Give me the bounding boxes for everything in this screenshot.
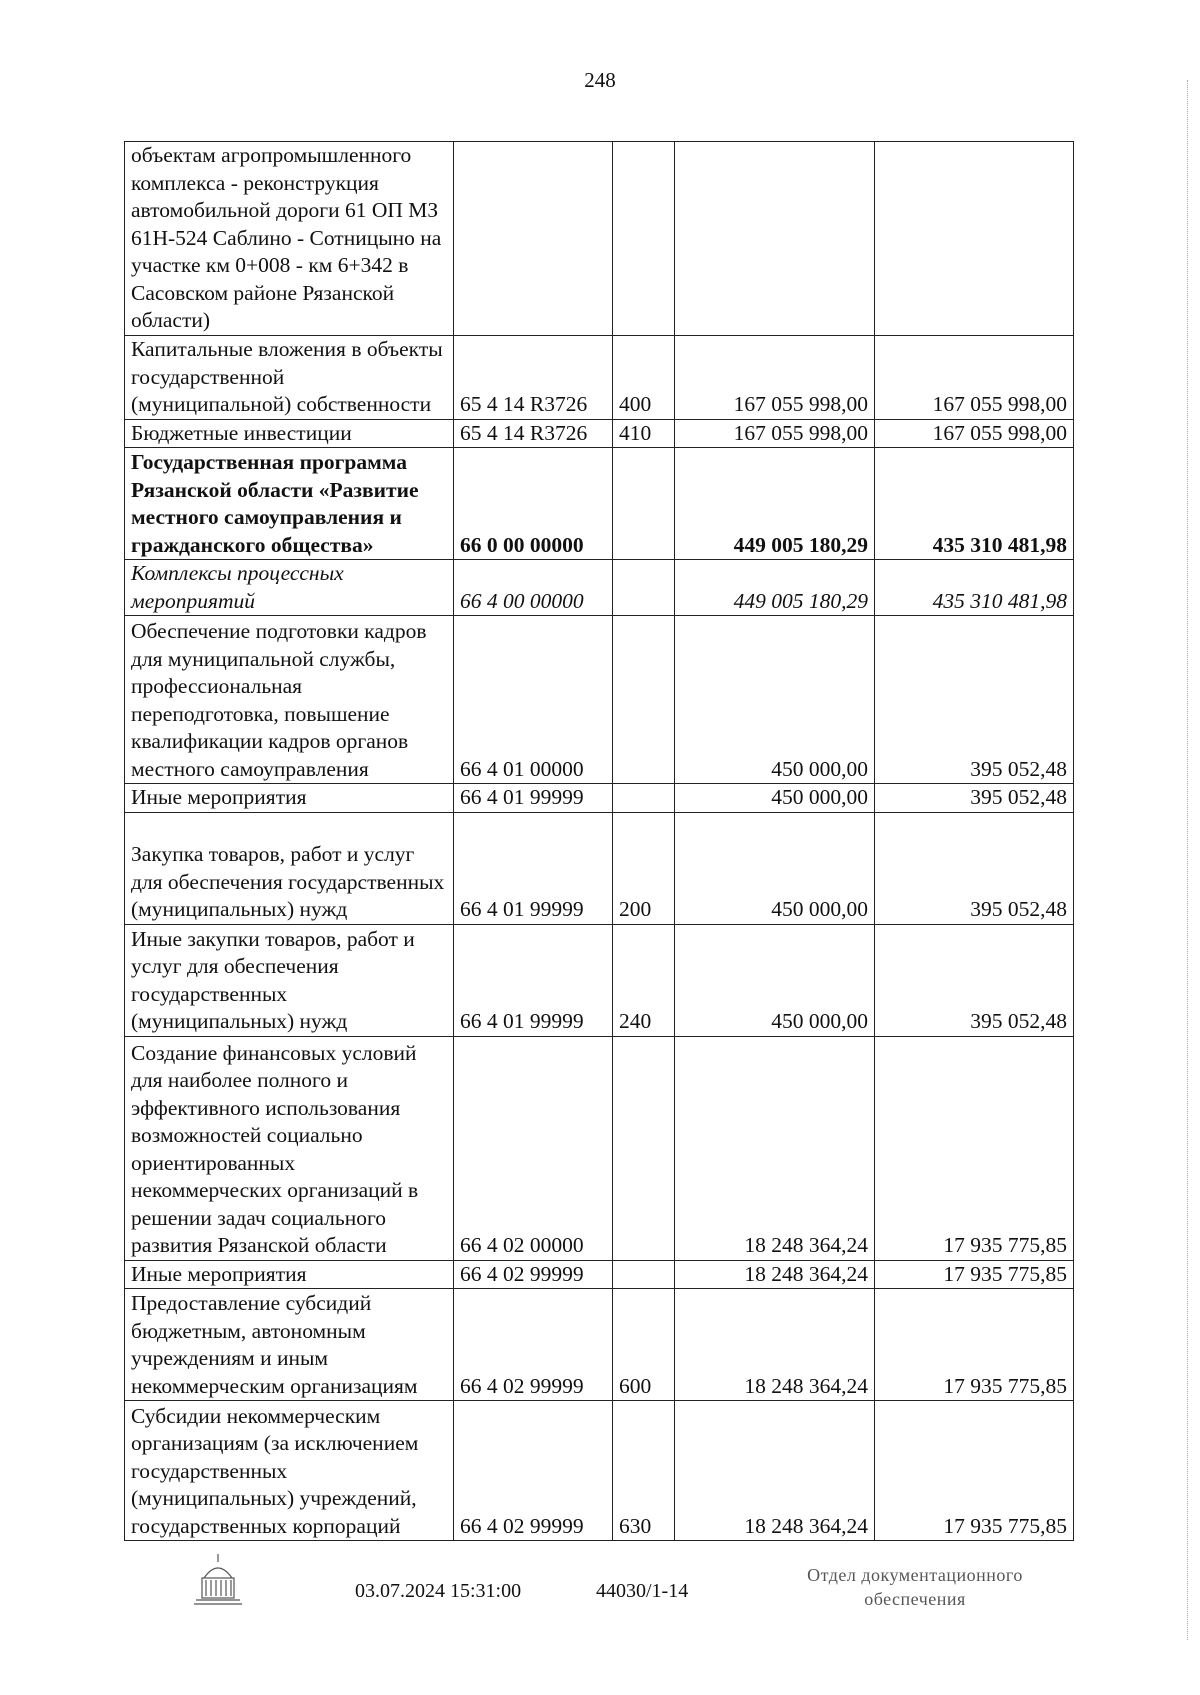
row-code: 66 4 01 99999 (454, 924, 613, 1036)
row-name: Предоставление субсидий бюджетным, автономным учреждениям и иным некоммерческим организациям (125, 1289, 454, 1401)
row-vr (613, 1260, 675, 1289)
row-code: 66 4 02 99999 (454, 1260, 613, 1289)
row-code (454, 142, 613, 336)
table-row (125, 1401, 1074, 1541)
row-vr: 240 (613, 924, 675, 1036)
table-row (125, 335, 1074, 419)
row-sum-2: 435 310 481,98 (875, 448, 1074, 560)
row-name: Обеспечение подготовки кадров для муниципальной службы, профессиональная переподготовка, повышение квалификации кадров органов местного самоуправления (125, 616, 454, 784)
row-vr: 630 (613, 1401, 675, 1541)
row-code: 66 4 02 00000 (454, 1036, 613, 1260)
row-code: 65 4 14 R3726 (454, 335, 613, 419)
scan-edge-artifact (1187, 80, 1194, 1640)
row-name: Иные закупки товаров, работ и услуг для обеспечения государственных (муниципальных) нужд (125, 924, 454, 1036)
row-vr (613, 142, 675, 336)
row-name: Государственная программа Рязанской области «Развитие местного самоуправления и гражданского общества» (125, 448, 454, 560)
row-name: Комплексы процессных мероприятий (125, 560, 454, 616)
table-row (125, 924, 1074, 1036)
row-sum-2: 395 052,48 (875, 784, 1074, 813)
row-sum-2: 167 055 998,00 (875, 335, 1074, 419)
row-sum-2: 17 935 775,85 (875, 1289, 1074, 1401)
row-sum-2: 395 052,48 (875, 924, 1074, 1036)
row-sum-2: 167 055 998,00 (875, 419, 1074, 448)
table-row (125, 1260, 1074, 1289)
row-sum-1: 449 005 180,29 (675, 448, 875, 560)
row-sum-2: 435 310 481,98 (875, 560, 1074, 616)
row-code: 66 4 00 00000 (454, 560, 613, 616)
row-name: Субсидии некоммерческим организациям (за исключением государственных (муниципальных) учреждений, государственных корпораций (125, 1401, 454, 1541)
table-row (125, 142, 1074, 336)
row-sum-2: 17 935 775,85 (875, 1401, 1074, 1541)
row-code: 66 4 01 00000 (454, 616, 613, 784)
row-name: объектам агропромышленного комплекса - реконструкция автомобильной дороги 61 ОП МЗ 61Н-524 Саблино - Сотницыно на участке км 0+008 - км 6+342 в Сасовском районе Рязанской области) (125, 142, 454, 336)
department-stamp (770, 1563, 1060, 1611)
row-code: 66 0 00 00000 (454, 448, 613, 560)
row-sum-2: 395 052,48 (875, 812, 1074, 924)
row-vr: 400 (613, 335, 675, 419)
stamp-line-2: обеспечения (864, 1589, 966, 1609)
row-code: 65 4 14 R3726 (454, 419, 613, 448)
row-sum-1: 450 000,00 (675, 784, 875, 813)
row-name: Иные мероприятия (125, 1260, 454, 1289)
page-number: 248 (584, 68, 616, 92)
row-sum-2: 395 052,48 (875, 616, 1074, 784)
row-sum-1: 449 005 180,29 (675, 560, 875, 616)
row-sum-1: 167 055 998,00 (675, 335, 875, 419)
row-name: Иные мероприятия (125, 784, 454, 813)
row-code: 66 4 01 99999 (454, 812, 613, 924)
row-sum-1: 18 248 364,24 (675, 1289, 875, 1401)
row-sum-1: 18 248 364,24 (675, 1260, 875, 1289)
table-row (125, 1289, 1074, 1401)
row-vr (613, 784, 675, 813)
row-vr: 600 (613, 1289, 675, 1401)
row-sum-1: 18 248 364,24 (675, 1401, 875, 1541)
row-sum-1: 450 000,00 (675, 616, 875, 784)
table-row (125, 419, 1074, 448)
row-vr: 410 (613, 419, 675, 448)
table-row (125, 616, 1074, 784)
table-row (125, 1036, 1074, 1260)
row-vr (613, 448, 675, 560)
duma-emblem-icon (190, 1550, 246, 1610)
table-row (125, 812, 1074, 924)
row-sum-1: 450 000,00 (675, 924, 875, 1036)
row-vr: 200 (613, 812, 675, 924)
row-name: Создание финансовых условий для наиболее полного и эффективного использования возможностей социально ориентированных некоммерческих организаций в решении задач социального развития Рязанской области (125, 1036, 454, 1260)
row-vr (613, 1036, 675, 1260)
row-sum-1: 450 000,00 (675, 812, 875, 924)
budget-table (124, 141, 1074, 1541)
row-vr (613, 616, 675, 784)
row-sum-2 (875, 142, 1074, 336)
row-sum-2: 17 935 775,85 (875, 1036, 1074, 1260)
row-code: 66 4 01 99999 (454, 784, 613, 813)
row-name: Бюджетные инвестиции (125, 419, 454, 448)
row-sum-1 (675, 142, 875, 336)
stamp-line-1: Отдел документационного (807, 1565, 1023, 1585)
table-row (125, 448, 1074, 560)
row-name: Закупка товаров, работ и услуг для обеспечения государственных (муниципальных) нужд (125, 812, 454, 924)
table-row (125, 560, 1074, 616)
row-sum-2: 17 935 775,85 (875, 1260, 1074, 1289)
row-code: 66 4 02 99999 (454, 1289, 613, 1401)
row-vr (613, 560, 675, 616)
table-row (125, 784, 1074, 813)
row-name: Капитальные вложения в объекты государственной (муниципальной) собственности (125, 335, 454, 419)
footer-datetime: 03.07.2024 15:31:00 (355, 1580, 522, 1602)
row-code: 66 4 02 99999 (454, 1401, 613, 1541)
footer-reg-number: 44030/1-14 (596, 1580, 689, 1602)
row-sum-1: 167 055 998,00 (675, 419, 875, 448)
row-sum-1: 18 248 364,24 (675, 1036, 875, 1260)
